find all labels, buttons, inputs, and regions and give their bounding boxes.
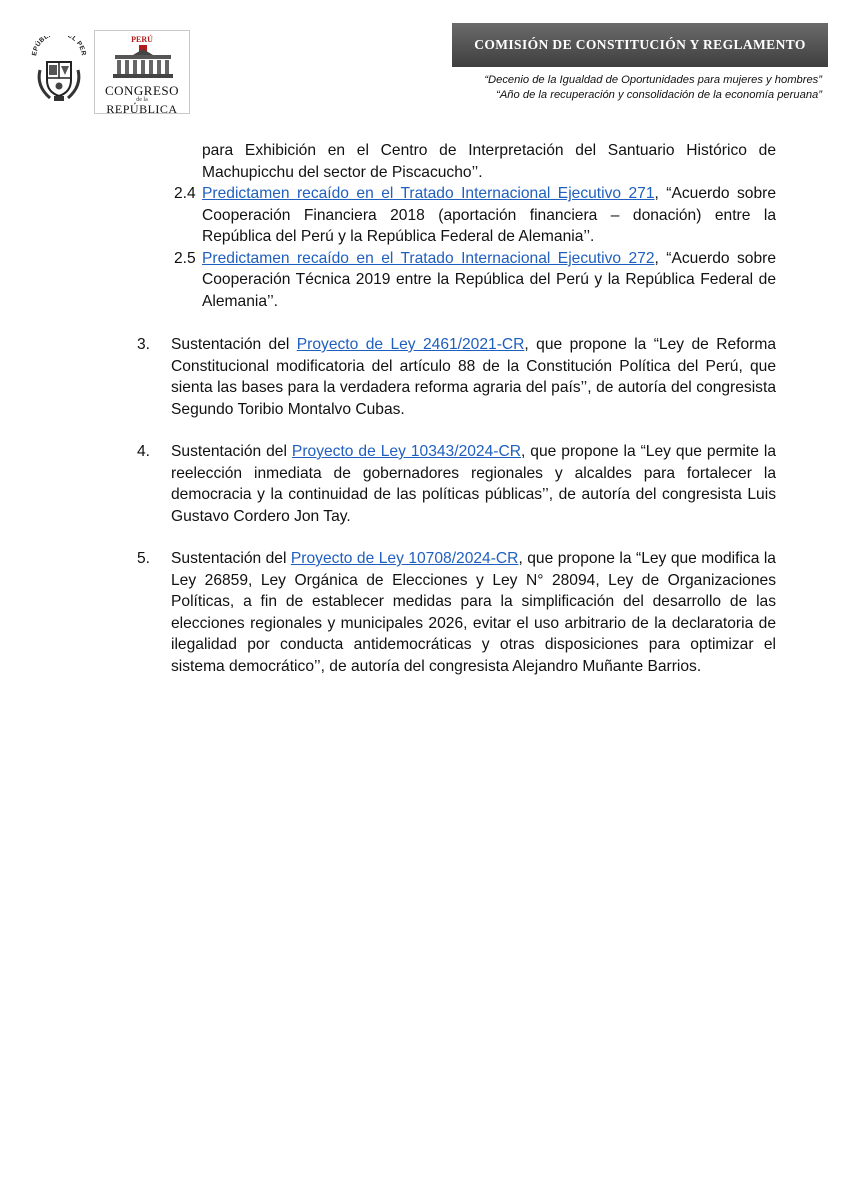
item-number: 5. xyxy=(137,550,151,567)
proyecto-ley-10708-link[interactable]: Proyecto de Ley 10708/2024-CR xyxy=(290,550,519,567)
commission-banner: COMISIÓN DE CONSTITUCIÓN Y REGLAMENTO xyxy=(452,23,828,67)
decenio-text: “Decenio de la Igualdad de Oportunidades para mujeres y hombres” xyxy=(484,74,822,86)
congreso-logo xyxy=(94,30,190,114)
agenda-subitem xyxy=(174,183,776,248)
subitem-text: , “Acuerdo sobre Cooperación Financiera 2018 (aportación financiera – donación) entre la República del Perú y la República Federal de Alemania’’. xyxy=(202,185,776,245)
item-text-after: , que propone la “Ley de Reforma Constitucional modificatoria del artículo 88 de la Constitución Política del Perú, que sienta las bases para la verdadera reforma agraria del país’’, de autoría del congresista Segundo Toribio Montalvo Cubas. xyxy=(171,336,776,418)
predictamen-272-link[interactable]: Predictamen recaído en el Tratado Internacional Ejecutivo 272 xyxy=(202,249,655,267)
congress-building-icon xyxy=(111,43,175,81)
subitem-number: 2.4 xyxy=(174,185,196,202)
item-text-before: Sustentación del xyxy=(171,336,297,353)
item-number: 3. xyxy=(137,336,151,353)
item-text-after: , que propone la “Ley que modifica la Ley 26859, Ley Orgánica de Elecciones y Ley N° 28094, Ley de Organizaciones Políticas, a fin de establecer medidas para la simplificación del desarrollo de las elecciones regionales y municipales 2026, evitar el uso arbitrario de la declaratoria de ilegalidad por conducta antidemocráticas y otras disposiciones para optimizar el sistema democrático’’, de autoría del congresista Alejandro Muñante Barrios. xyxy=(171,550,776,675)
page-header xyxy=(0,0,868,130)
item-text-after: , que propone la “Ley que permite la reelección inmediata de gobernadores regionales y alcaldes para fortalecer la democracia y la continuidad de las políticas públicas’’, de autoría del congresista Luis Gustavo Cordero Jon Tay. xyxy=(171,443,777,525)
document-body xyxy=(0,140,868,677)
logo-republica-text: REPÚBLICA xyxy=(106,102,178,116)
anio-text: “Año de la recuperación y consolidación de la economía peruana” xyxy=(496,89,822,101)
item-number: 4. xyxy=(137,443,151,460)
item-text-before: Sustentación del xyxy=(171,443,292,460)
decenio-lines xyxy=(484,73,822,103)
predictamen-271-link[interactable]: Predictamen recaído en el Tratado Internacional Ejecutivo 271 xyxy=(202,185,655,202)
logo-dela-text: de la xyxy=(136,97,148,103)
proyecto-ley-10343-link[interactable]: Proyecto de Ley 10343/2024-CR xyxy=(291,443,521,460)
agenda-subitem xyxy=(174,248,776,313)
proyecto-ley-2461-link[interactable]: Proyecto de Ley 2461/2021-CR xyxy=(296,336,525,353)
item-text-before: Sustentación del xyxy=(171,550,291,567)
coat-of-arms-logo xyxy=(30,36,88,106)
svg-text:REPÚBLICA DEL PERÚ: EPÚBL EL PER xyxy=(31,36,87,57)
intro-text: para Exhibición en el Centro de Interpretación del Santuario Histórico de Machupicchu del sector de Piscacucho’’. xyxy=(202,142,776,181)
subitem-number: 2.5 xyxy=(174,249,196,267)
subitem-text: , “Acuerdo sobre Cooperación Técnica 2019 entre la República del Perú y la República Federal de Alemania’’. xyxy=(202,249,776,310)
intro-continuation xyxy=(202,140,776,183)
logo-peru-text: PERÚ xyxy=(131,35,153,44)
logo-congreso-text: CONGRESO xyxy=(104,83,180,98)
agenda-item xyxy=(137,548,776,677)
agenda-item xyxy=(137,441,777,527)
agenda-item xyxy=(137,334,776,420)
